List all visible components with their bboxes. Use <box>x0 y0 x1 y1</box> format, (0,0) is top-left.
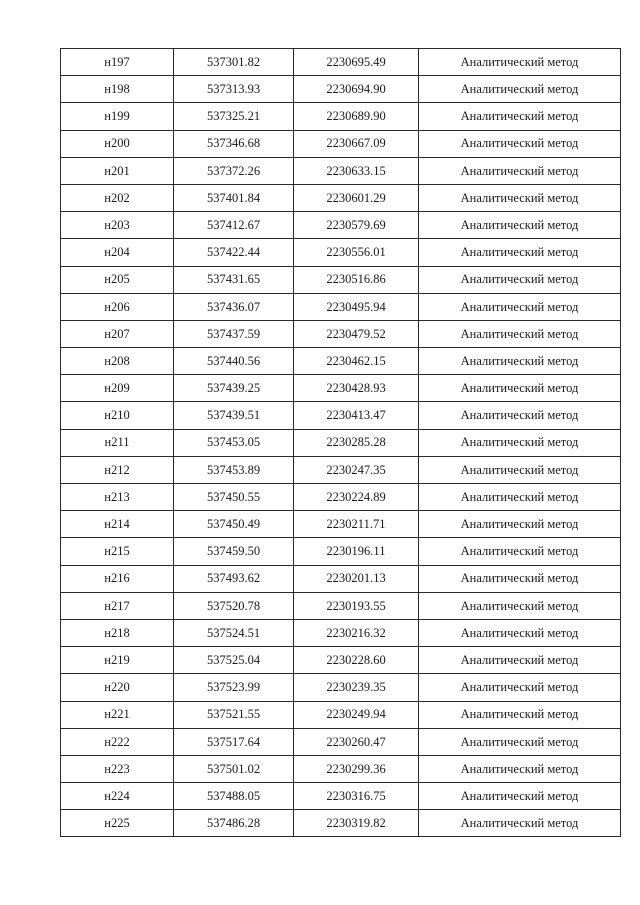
x-coordinate-cell: 537439.51 <box>174 402 294 429</box>
point-cell: н213 <box>61 484 174 511</box>
table-row <box>61 701 621 728</box>
table-row <box>61 511 621 538</box>
y-coordinate-cell: 2230228.60 <box>294 647 419 674</box>
y-coordinate-cell: 2230556.01 <box>294 239 419 266</box>
x-coordinate-cell: 537450.55 <box>174 484 294 511</box>
table-row <box>61 402 621 429</box>
table-row <box>61 429 621 456</box>
method-cell: Аналитический метод <box>419 565 621 592</box>
y-coordinate-cell: 2230633.15 <box>294 157 419 184</box>
table-row <box>61 674 621 701</box>
x-coordinate-cell: 537523.99 <box>174 674 294 701</box>
y-coordinate-cell: 2230247.35 <box>294 456 419 483</box>
method-cell: Аналитический метод <box>419 103 621 130</box>
table-row <box>61 728 621 755</box>
method-cell: Аналитический метод <box>419 701 621 728</box>
y-coordinate-cell: 2230695.49 <box>294 49 419 76</box>
point-cell: н211 <box>61 429 174 456</box>
y-coordinate-cell: 2230285.28 <box>294 429 419 456</box>
x-coordinate-cell: 537517.64 <box>174 728 294 755</box>
x-coordinate-cell: 537453.05 <box>174 429 294 456</box>
point-cell: н204 <box>61 239 174 266</box>
method-cell: Аналитический метод <box>419 157 621 184</box>
table-row <box>61 565 621 592</box>
method-cell: Аналитический метод <box>419 783 621 810</box>
method-cell: Аналитический метод <box>419 456 621 483</box>
table-row <box>61 103 621 130</box>
x-coordinate-cell: 537431.65 <box>174 266 294 293</box>
x-coordinate-cell: 537372.26 <box>174 157 294 184</box>
x-coordinate-cell: 537501.02 <box>174 755 294 782</box>
table-row <box>61 375 621 402</box>
point-cell: н214 <box>61 511 174 538</box>
y-coordinate-cell: 2230211.71 <box>294 511 419 538</box>
point-cell: н218 <box>61 619 174 646</box>
table-row <box>61 647 621 674</box>
point-cell: н205 <box>61 266 174 293</box>
table-row <box>61 484 621 511</box>
point-cell: н208 <box>61 348 174 375</box>
table-row <box>61 619 621 646</box>
method-cell: Аналитический метод <box>419 266 621 293</box>
point-cell: н198 <box>61 76 174 103</box>
table-row <box>61 157 621 184</box>
y-coordinate-cell: 2230319.82 <box>294 810 419 837</box>
point-cell: н206 <box>61 293 174 320</box>
method-cell: Аналитический метод <box>419 76 621 103</box>
y-coordinate-cell: 2230479.52 <box>294 320 419 347</box>
y-coordinate-cell: 2230216.32 <box>294 619 419 646</box>
table-row <box>61 76 621 103</box>
point-cell: н215 <box>61 538 174 565</box>
x-coordinate-cell: 537450.49 <box>174 511 294 538</box>
x-coordinate-cell: 537488.05 <box>174 783 294 810</box>
point-cell: н221 <box>61 701 174 728</box>
y-coordinate-cell: 2230249.94 <box>294 701 419 728</box>
y-coordinate-cell: 2230413.47 <box>294 402 419 429</box>
y-coordinate-cell: 2230239.35 <box>294 674 419 701</box>
x-coordinate-cell: 537301.82 <box>174 49 294 76</box>
table-row <box>61 130 621 157</box>
point-cell: н212 <box>61 456 174 483</box>
point-cell: н216 <box>61 565 174 592</box>
method-cell: Аналитический метод <box>419 429 621 456</box>
x-coordinate-cell: 537313.93 <box>174 76 294 103</box>
y-coordinate-cell: 2230428.93 <box>294 375 419 402</box>
y-coordinate-cell: 2230689.90 <box>294 103 419 130</box>
y-coordinate-cell: 2230193.55 <box>294 592 419 619</box>
y-coordinate-cell: 2230694.90 <box>294 76 419 103</box>
y-coordinate-cell: 2230495.94 <box>294 293 419 320</box>
method-cell: Аналитический метод <box>419 592 621 619</box>
point-cell: н217 <box>61 592 174 619</box>
method-cell: Аналитический метод <box>419 184 621 211</box>
table-row <box>61 320 621 347</box>
table-row <box>61 592 621 619</box>
method-cell: Аналитический метод <box>419 49 621 76</box>
y-coordinate-cell: 2230579.69 <box>294 212 419 239</box>
x-coordinate-cell: 537401.84 <box>174 184 294 211</box>
table-body <box>61 49 621 837</box>
point-cell: н224 <box>61 783 174 810</box>
method-cell: Аналитический метод <box>419 647 621 674</box>
point-cell: н201 <box>61 157 174 184</box>
point-cell: н207 <box>61 320 174 347</box>
method-cell: Аналитический метод <box>419 755 621 782</box>
x-coordinate-cell: 537524.51 <box>174 619 294 646</box>
x-coordinate-cell: 537453.89 <box>174 456 294 483</box>
point-cell: н199 <box>61 103 174 130</box>
method-cell: Аналитический метод <box>419 293 621 320</box>
method-cell: Аналитический метод <box>419 212 621 239</box>
y-coordinate-cell: 2230516.86 <box>294 266 419 293</box>
method-cell: Аналитический метод <box>419 674 621 701</box>
table-row <box>61 293 621 320</box>
point-cell: н209 <box>61 375 174 402</box>
x-coordinate-cell: 537521.55 <box>174 701 294 728</box>
table-row <box>61 184 621 211</box>
point-cell: н222 <box>61 728 174 755</box>
x-coordinate-cell: 537422.44 <box>174 239 294 266</box>
table-row <box>61 783 621 810</box>
method-cell: Аналитический метод <box>419 810 621 837</box>
x-coordinate-cell: 537493.62 <box>174 565 294 592</box>
table-row <box>61 456 621 483</box>
x-coordinate-cell: 537325.21 <box>174 103 294 130</box>
x-coordinate-cell: 537525.04 <box>174 647 294 674</box>
point-cell: н225 <box>61 810 174 837</box>
x-coordinate-cell: 537459.50 <box>174 538 294 565</box>
x-coordinate-cell: 537412.67 <box>174 212 294 239</box>
y-coordinate-cell: 2230316.75 <box>294 783 419 810</box>
method-cell: Аналитический метод <box>419 375 621 402</box>
table-row <box>61 755 621 782</box>
method-cell: Аналитический метод <box>419 511 621 538</box>
y-coordinate-cell: 2230224.89 <box>294 484 419 511</box>
point-cell: н203 <box>61 212 174 239</box>
method-cell: Аналитический метод <box>419 402 621 429</box>
y-coordinate-cell: 2230667.09 <box>294 130 419 157</box>
point-cell: н202 <box>61 184 174 211</box>
point-cell: н220 <box>61 674 174 701</box>
table-row <box>61 538 621 565</box>
y-coordinate-cell: 2230201.13 <box>294 565 419 592</box>
method-cell: Аналитический метод <box>419 484 621 511</box>
x-coordinate-cell: 537486.28 <box>174 810 294 837</box>
method-cell: Аналитический метод <box>419 728 621 755</box>
method-cell: Аналитический метод <box>419 130 621 157</box>
point-cell: н197 <box>61 49 174 76</box>
method-cell: Аналитический метод <box>419 619 621 646</box>
x-coordinate-cell: 537436.07 <box>174 293 294 320</box>
point-cell: н223 <box>61 755 174 782</box>
coordinates-table <box>60 48 621 837</box>
x-coordinate-cell: 537440.56 <box>174 348 294 375</box>
y-coordinate-cell: 2230462.15 <box>294 348 419 375</box>
method-cell: Аналитический метод <box>419 239 621 266</box>
point-cell: н210 <box>61 402 174 429</box>
y-coordinate-cell: 2230196.11 <box>294 538 419 565</box>
table-row <box>61 810 621 837</box>
x-coordinate-cell: 537437.59 <box>174 320 294 347</box>
point-cell: н219 <box>61 647 174 674</box>
method-cell: Аналитический метод <box>419 538 621 565</box>
y-coordinate-cell: 2230260.47 <box>294 728 419 755</box>
x-coordinate-cell: 537346.68 <box>174 130 294 157</box>
point-cell: н200 <box>61 130 174 157</box>
table-row <box>61 266 621 293</box>
y-coordinate-cell: 2230299.36 <box>294 755 419 782</box>
y-coordinate-cell: 2230601.29 <box>294 184 419 211</box>
method-cell: Аналитический метод <box>419 348 621 375</box>
table-row <box>61 239 621 266</box>
table-row <box>61 49 621 76</box>
table-row <box>61 212 621 239</box>
table-row <box>61 348 621 375</box>
x-coordinate-cell: 537439.25 <box>174 375 294 402</box>
x-coordinate-cell: 537520.78 <box>174 592 294 619</box>
method-cell: Аналитический метод <box>419 320 621 347</box>
